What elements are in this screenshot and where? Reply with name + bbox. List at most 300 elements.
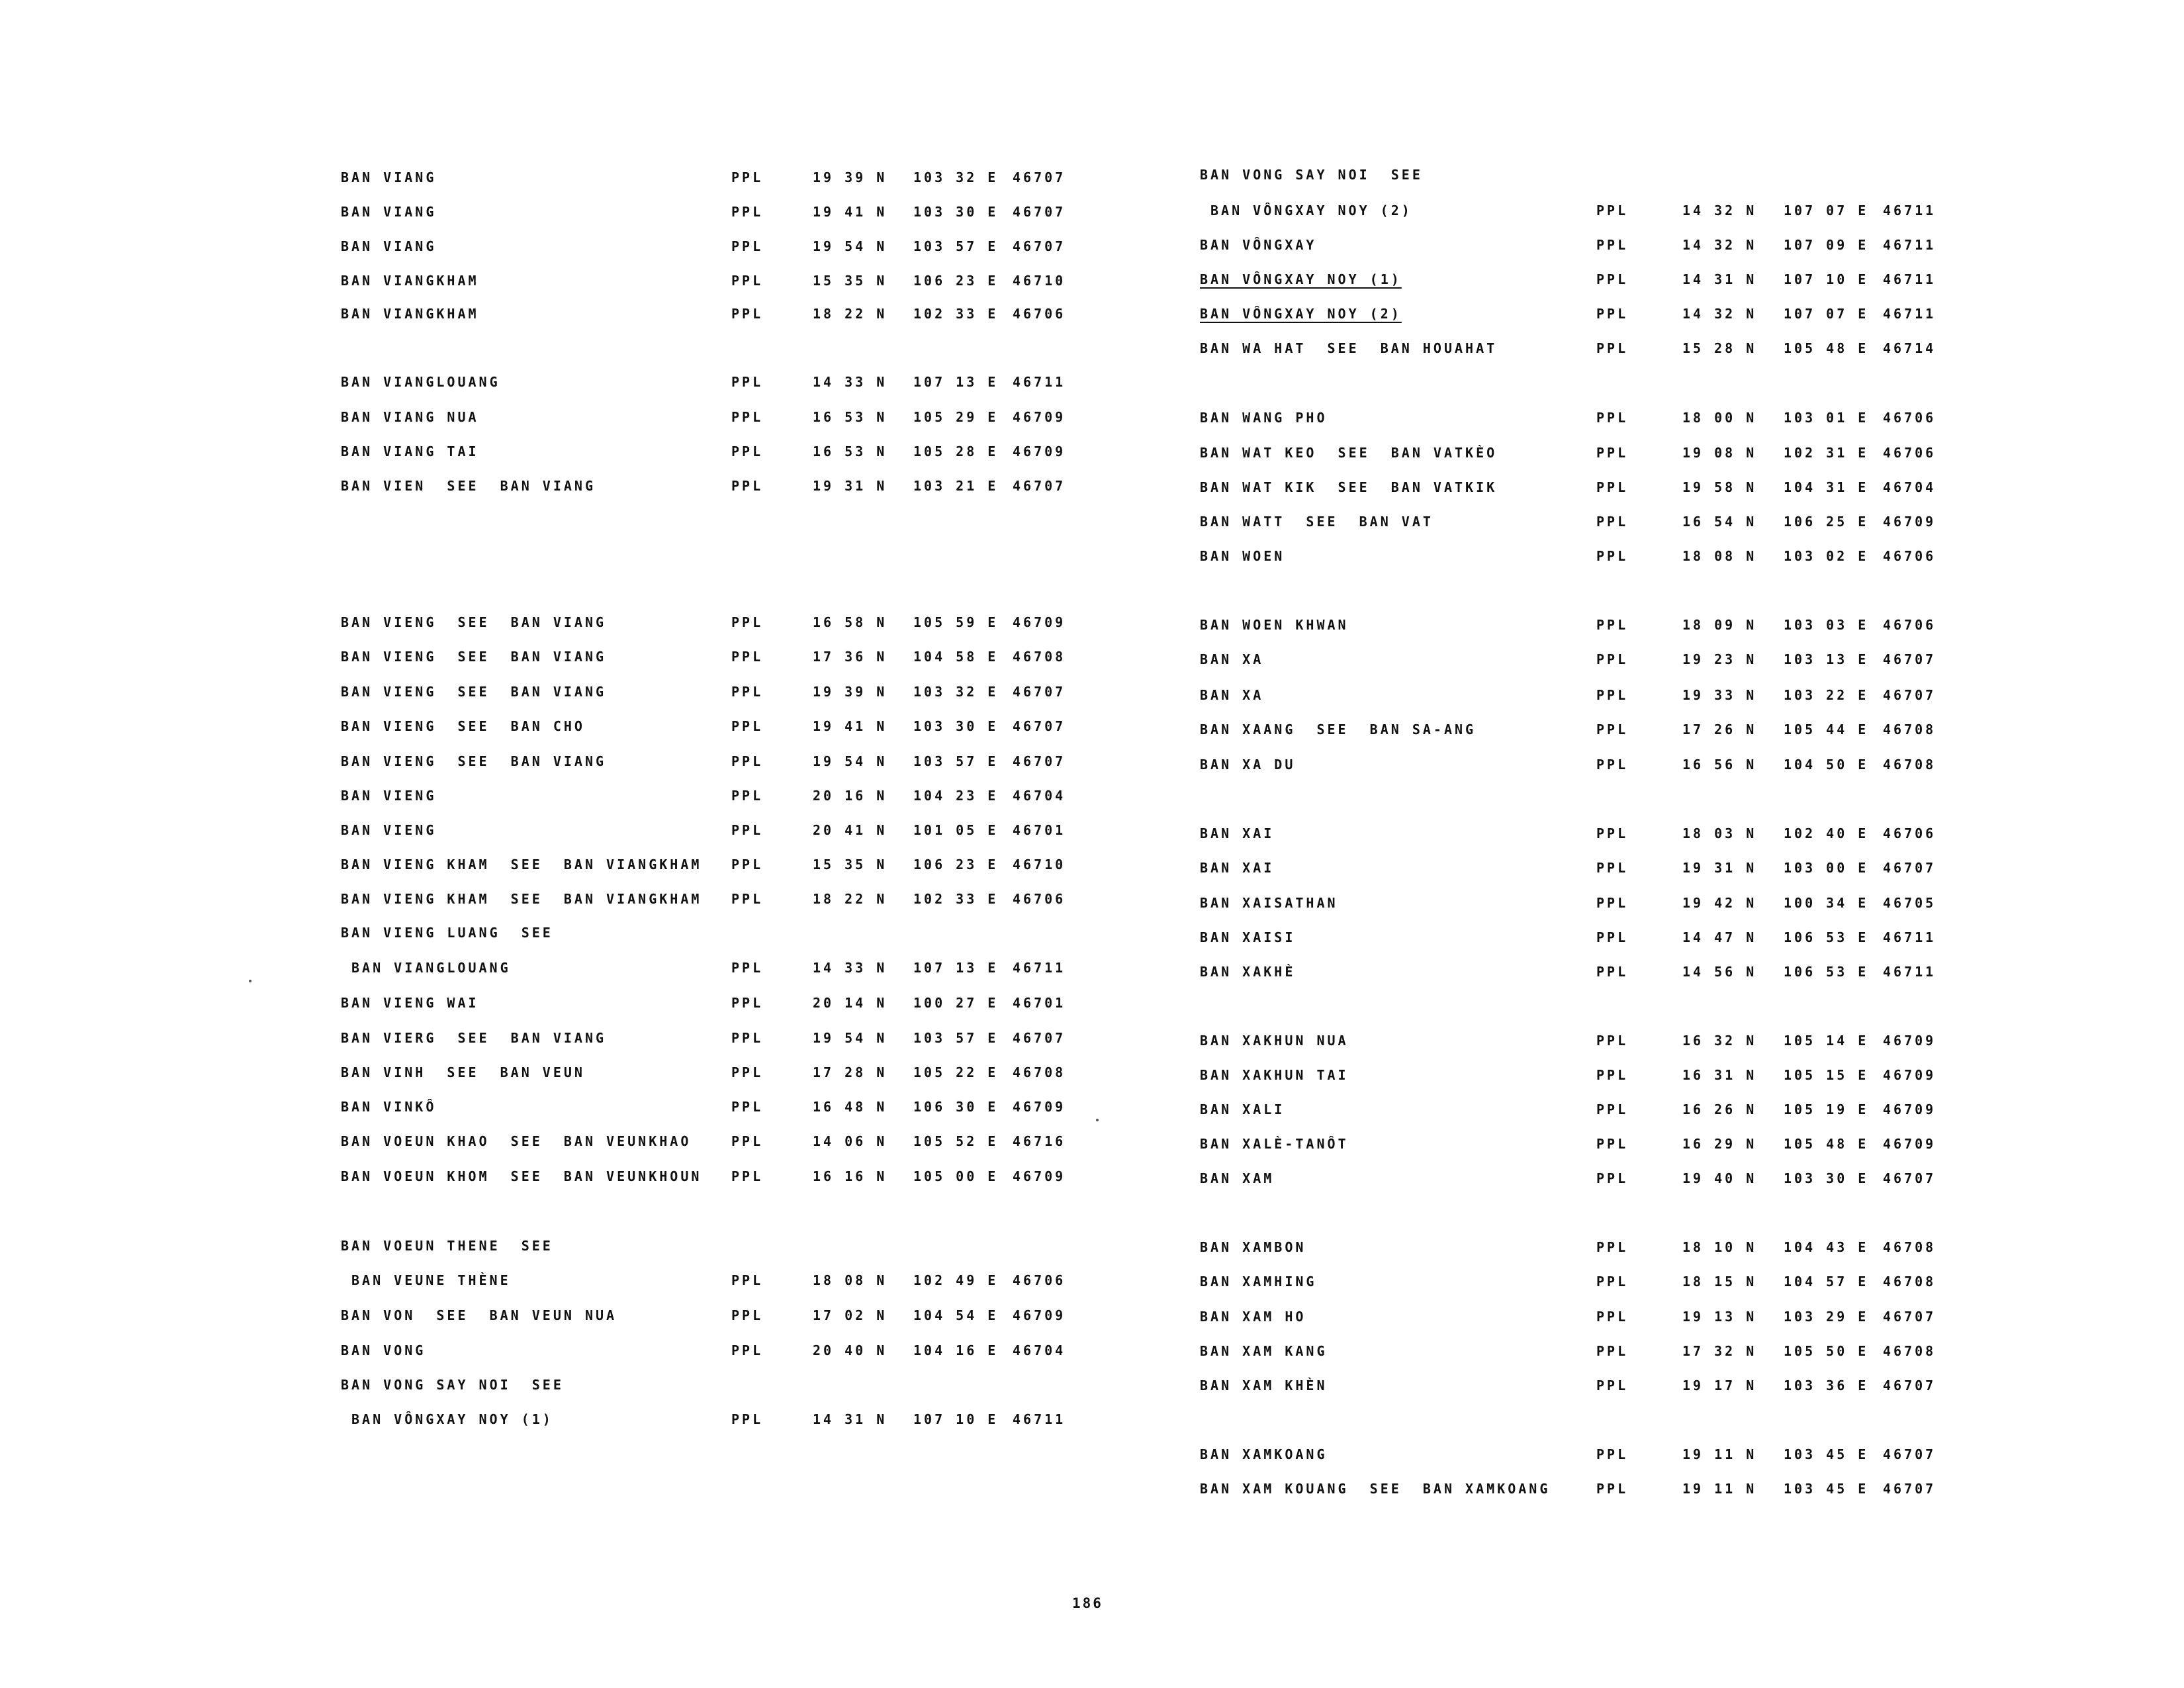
- entry-lon: 104 50 E: [1784, 757, 1869, 773]
- entry-name: BAN VIENG LUANG SEE: [341, 925, 553, 941]
- entry-code: 46709: [1013, 1099, 1066, 1115]
- entry-lon: 107 10 E: [913, 1411, 999, 1427]
- entry-name: BAN VIENG: [341, 788, 437, 804]
- entry-lat: 17 26 N: [1682, 722, 1757, 737]
- entry-lat: 20 14 N: [813, 995, 887, 1011]
- entry-code: 46714: [1883, 340, 1936, 356]
- entry-lat: 18 22 N: [813, 891, 887, 907]
- entry-lat: 17 28 N: [813, 1064, 887, 1080]
- entry-name: BAN XAISATHAN: [1200, 895, 1338, 911]
- entry-lat: 18 08 N: [813, 1272, 887, 1288]
- stray-mark: [1096, 1119, 1099, 1121]
- entry-name: BAN VIANG TAI: [341, 444, 479, 459]
- entry-lat: 14 33 N: [813, 960, 887, 976]
- entry-name: BAN WA HAT SEE BAN HOUAHAT: [1200, 340, 1498, 356]
- entry-lat: 19 31 N: [813, 478, 887, 494]
- entry-name: BAN VIANGLOUANG: [351, 960, 511, 976]
- stray-mark: [249, 980, 251, 982]
- entry-type: PPL: [731, 1168, 764, 1184]
- entry-name: BAN WAT KIK SEE BAN VATKIK: [1200, 479, 1498, 495]
- entry-code: 46709: [1013, 409, 1066, 425]
- entry-lat: 16 58 N: [813, 614, 887, 630]
- entry-name: BAN VIENG KHAM SEE BAN VIANGKHAM: [341, 891, 702, 907]
- entry-type: PPL: [731, 1411, 764, 1427]
- entry-lat: 14 31 N: [1682, 271, 1757, 287]
- entry-code: 46707: [1013, 718, 1066, 734]
- entry-name: BAN VÔNGXAY NOY (1): [1200, 271, 1402, 287]
- entry-code: 46707: [1883, 1309, 1936, 1325]
- entry-type: PPL: [731, 788, 764, 804]
- entry-type: PPL: [731, 306, 764, 322]
- entry-type: PPL: [731, 649, 764, 665]
- entry-code: 46707: [1883, 860, 1936, 876]
- entry-name: BAN WATT SEE BAN VAT: [1200, 514, 1433, 530]
- entry-lat: 14 32 N: [1682, 237, 1757, 253]
- entry-name: BAN XAKHUN NUA: [1200, 1033, 1349, 1049]
- entry-lon: 105 15 E: [1784, 1067, 1869, 1083]
- entry-lat: 19 23 N: [1682, 651, 1757, 667]
- entry-code: 46709: [1883, 1102, 1936, 1117]
- entry-lon: 107 13 E: [913, 960, 999, 976]
- entry-type: PPL: [1596, 271, 1629, 287]
- entry-code: 46707: [1013, 169, 1066, 185]
- entry-type: PPL: [731, 960, 764, 976]
- entry-lon: 105 22 E: [913, 1064, 999, 1080]
- entry-lon: 105 14 E: [1784, 1033, 1869, 1049]
- entry-lon: 100 27 E: [913, 995, 999, 1011]
- entry-type: PPL: [1596, 306, 1629, 322]
- entry-name: BAN VIANG: [341, 238, 437, 254]
- entry-lon: 107 10 E: [1784, 271, 1869, 287]
- entry-lon: 102 31 E: [1784, 445, 1869, 461]
- entry-type: PPL: [1596, 895, 1629, 911]
- entry-name: BAN VÔNGXAY NOY (2): [1210, 203, 1412, 218]
- entry-code: 46707: [1013, 238, 1066, 254]
- entry-name: BAN XAI: [1200, 860, 1275, 876]
- entry-lat: 18 03 N: [1682, 825, 1757, 841]
- entry-name: BAN XAMHING: [1200, 1274, 1317, 1289]
- entry-name: BAN VEUNE THÈNE: [351, 1272, 511, 1288]
- entry-lat: 16 56 N: [1682, 757, 1757, 773]
- entry-name: BAN VIANG: [341, 204, 437, 220]
- entry-lat: 19 40 N: [1682, 1170, 1757, 1186]
- entry-lon: 107 07 E: [1784, 306, 1869, 322]
- entry-name: BAN VIEN SEE BAN VIANG: [341, 478, 596, 494]
- entry-lon: 105 00 E: [913, 1168, 999, 1184]
- entry-type: PPL: [1596, 410, 1629, 426]
- entry-name: BAN XAM KOUANG SEE BAN XAMKOANG: [1200, 1481, 1551, 1497]
- entry-code: 46711: [1883, 929, 1936, 945]
- entry-lat: 19 54 N: [813, 238, 887, 254]
- entry-lon: 102 49 E: [913, 1272, 999, 1288]
- entry-name: BAN VON SEE BAN VEUN NUA: [341, 1307, 617, 1323]
- entry-lat: 17 32 N: [1682, 1343, 1757, 1359]
- entry-lon: 105 28 E: [913, 444, 999, 459]
- entry-name: BAN XAKHUN TAI: [1200, 1067, 1349, 1083]
- entry-code: 46710: [1013, 273, 1066, 289]
- entry-code: 46708: [1883, 757, 1936, 773]
- entry-lon: 101 05 E: [913, 822, 999, 838]
- entry-lon: 102 33 E: [913, 891, 999, 907]
- entry-code: 46707: [1013, 1030, 1066, 1046]
- entry-lon: 103 00 E: [1784, 860, 1869, 876]
- entry-lon: 107 13 E: [913, 374, 999, 390]
- entry-lat: 18 09 N: [1682, 617, 1757, 633]
- entry-lat: 18 10 N: [1682, 1239, 1757, 1255]
- entry-lat: 19 31 N: [1682, 860, 1757, 876]
- entry-code: 46707: [1883, 1446, 1936, 1462]
- entry-lon: 103 01 E: [1784, 410, 1869, 426]
- entry-lon: 105 19 E: [1784, 1102, 1869, 1117]
- entry-lon: 106 23 E: [913, 857, 999, 872]
- entry-name: BAN VIERG SEE BAN VIANG: [341, 1030, 607, 1046]
- entry-lon: 103 29 E: [1784, 1309, 1869, 1325]
- entry-lat: 16 53 N: [813, 444, 887, 459]
- entry-code: 46705: [1883, 895, 1936, 911]
- entry-lon: 104 31 E: [1784, 479, 1869, 495]
- entry-name: BAN VOEUN KHAO SEE BAN VEUNKHAO: [341, 1133, 692, 1149]
- entry-name: BAN XAM KHÈN: [1200, 1378, 1328, 1393]
- entry-lon: 103 32 E: [913, 169, 999, 185]
- entry-lat: 19 11 N: [1682, 1446, 1757, 1462]
- entry-type: PPL: [731, 718, 764, 734]
- entry-type: PPL: [731, 1099, 764, 1115]
- entry-lon: 103 45 E: [1784, 1446, 1869, 1462]
- entry-lat: 14 47 N: [1682, 929, 1757, 945]
- entry-name: BAN VONG SAY NOI SEE: [341, 1377, 564, 1393]
- entry-type: PPL: [1596, 1343, 1629, 1359]
- entry-lat: 16 32 N: [1682, 1033, 1757, 1049]
- entry-type: PPL: [731, 238, 764, 254]
- entry-type: PPL: [731, 891, 764, 907]
- entry-name: BAN VÔNGXAY NOY (2): [1200, 306, 1402, 322]
- entry-code: 46708: [1013, 1064, 1066, 1080]
- entry-lon: 105 50 E: [1784, 1343, 1869, 1359]
- entry-type: PPL: [1596, 651, 1629, 667]
- entry-name: BAN VIENG: [341, 822, 437, 838]
- entry-code: 46706: [1013, 891, 1066, 907]
- entry-lon: 103 13 E: [1784, 651, 1869, 667]
- entry-lon: 105 59 E: [913, 614, 999, 630]
- entry-type: PPL: [731, 444, 764, 459]
- entry-lat: 19 39 N: [813, 169, 887, 185]
- entry-code: 46711: [1883, 964, 1936, 980]
- entry-name: BAN VIENG SEE BAN CHO: [341, 718, 585, 734]
- entry-type: PPL: [731, 204, 764, 220]
- entry-name: BAN VIENG WAI: [341, 995, 479, 1011]
- entry-type: PPL: [1596, 1309, 1629, 1325]
- entry-name: BAN VINKÔ: [341, 1099, 437, 1115]
- entry-code: 46709: [1013, 444, 1066, 459]
- entry-name: BAN XAM HO: [1200, 1309, 1306, 1325]
- entry-type: PPL: [731, 684, 764, 700]
- entry-lon: 103 02 E: [1784, 548, 1869, 564]
- entry-lon: 100 34 E: [1784, 895, 1869, 911]
- entry-lat: 14 31 N: [813, 1411, 887, 1427]
- entry-code: 46706: [1883, 548, 1936, 564]
- entry-type: PPL: [731, 753, 764, 769]
- entry-lon: 107 07 E: [1784, 203, 1869, 218]
- entry-lon: 106 25 E: [1784, 514, 1869, 530]
- entry-code: 46707: [1883, 1170, 1936, 1186]
- entry-lat: 14 32 N: [1682, 306, 1757, 322]
- entry-type: PPL: [1596, 1239, 1629, 1255]
- entry-code: 46706: [1883, 410, 1936, 426]
- entry-lat: 19 33 N: [1682, 687, 1757, 703]
- entry-type: PPL: [1596, 722, 1629, 737]
- entry-code: 46711: [1883, 237, 1936, 253]
- entry-lat: 15 35 N: [813, 273, 887, 289]
- entry-name: BAN XAM: [1200, 1170, 1275, 1186]
- entry-lat: 16 53 N: [813, 409, 887, 425]
- entry-code: 46706: [1883, 617, 1936, 633]
- entry-name: BAN XA: [1200, 651, 1264, 667]
- entry-code: 46701: [1013, 822, 1066, 838]
- entry-code: 46707: [1013, 684, 1066, 700]
- entry-lat: 15 35 N: [813, 857, 887, 872]
- entry-type: PPL: [731, 1064, 764, 1080]
- entry-code: 46709: [1883, 1136, 1936, 1152]
- entry-lon: 104 23 E: [913, 788, 999, 804]
- entry-lat: 18 15 N: [1682, 1274, 1757, 1289]
- entry-lon: 106 53 E: [1784, 929, 1869, 945]
- entry-lat: 19 17 N: [1682, 1378, 1757, 1393]
- entry-name: BAN XAI: [1200, 825, 1275, 841]
- entry-lon: 103 22 E: [1784, 687, 1869, 703]
- entry-code: 46707: [1013, 753, 1066, 769]
- entry-code: 46706: [1883, 825, 1936, 841]
- entry-type: PPL: [731, 1133, 764, 1149]
- entry-type: PPL: [1596, 1136, 1629, 1152]
- entry-lon: 103 21 E: [913, 478, 999, 494]
- entry-type: PPL: [1596, 1446, 1629, 1462]
- entry-type: PPL: [731, 614, 764, 630]
- entry-type: PPL: [1596, 1033, 1629, 1049]
- entry-name: BAN VÔNGXAY: [1200, 237, 1317, 253]
- entry-name: BAN VIENG SEE BAN VIANG: [341, 614, 607, 630]
- entry-code: 46704: [1013, 788, 1066, 804]
- entry-lon: 103 30 E: [913, 718, 999, 734]
- entry-lat: 16 29 N: [1682, 1136, 1757, 1152]
- entry-lat: 17 02 N: [813, 1307, 887, 1323]
- entry-lon: 103 03 E: [1784, 617, 1869, 633]
- entry-code: 46707: [1883, 651, 1936, 667]
- entry-lat: 14 33 N: [813, 374, 887, 390]
- entry-name: BAN XALÈ-TANÔT: [1200, 1136, 1349, 1152]
- entry-type: PPL: [1596, 479, 1629, 495]
- entry-lat: 20 41 N: [813, 822, 887, 838]
- entry-lon: 107 09 E: [1784, 237, 1869, 253]
- entry-type: PPL: [1596, 687, 1629, 703]
- entry-code: 46709: [1013, 1307, 1066, 1323]
- entry-lat: 19 11 N: [1682, 1481, 1757, 1497]
- entry-type: PPL: [731, 1307, 764, 1323]
- entry-lon: 102 33 E: [913, 306, 999, 322]
- entry-lat: 20 40 N: [813, 1342, 887, 1358]
- entry-type: PPL: [731, 374, 764, 390]
- entry-type: PPL: [731, 1342, 764, 1358]
- entry-name: BAN VIANGKHAM: [341, 273, 479, 289]
- entry-code: 46711: [1883, 203, 1936, 218]
- entry-lat: 16 16 N: [813, 1168, 887, 1184]
- entry-code: 46704: [1883, 479, 1936, 495]
- entry-code: 46710: [1013, 857, 1066, 872]
- entry-type: PPL: [1596, 1481, 1629, 1497]
- entry-type: PPL: [731, 409, 764, 425]
- entry-code: 46709: [1013, 1168, 1066, 1184]
- entry-lon: 103 30 E: [1784, 1170, 1869, 1186]
- entry-lon: 104 16 E: [913, 1342, 999, 1358]
- entry-name: BAN WAT KEO SEE BAN VATKÈO: [1200, 445, 1498, 461]
- entry-lon: 103 32 E: [913, 684, 999, 700]
- entry-code: 46707: [1013, 204, 1066, 220]
- entry-name: BAN XA DU: [1200, 757, 1296, 773]
- entry-type: PPL: [1596, 757, 1629, 773]
- right-column: [1059, 0, 2184, 1622]
- entry-name: BAN WOEN: [1200, 548, 1285, 564]
- entry-code: 46711: [1013, 960, 1066, 976]
- entry-lat: 17 36 N: [813, 649, 887, 665]
- entry-name: BAN XAM KANG: [1200, 1343, 1328, 1359]
- entry-lat: 16 31 N: [1682, 1067, 1757, 1083]
- entry-code: 46709: [1013, 614, 1066, 630]
- entry-code: 46704: [1013, 1342, 1066, 1358]
- entry-name: BAN VÔNGXAY NOY (1): [351, 1411, 553, 1427]
- entry-type: PPL: [1596, 825, 1629, 841]
- entry-lon: 104 57 E: [1784, 1274, 1869, 1289]
- entry-lon: 104 58 E: [913, 649, 999, 665]
- entry-code: 46708: [1013, 649, 1066, 665]
- entry-type: PPL: [1596, 1274, 1629, 1289]
- entry-name: BAN VOEUN THENE SEE: [341, 1238, 553, 1254]
- entry-lat: 19 42 N: [1682, 895, 1757, 911]
- entry-name: BAN VIANG: [341, 169, 437, 185]
- entry-type: PPL: [1596, 860, 1629, 876]
- entry-code: 46708: [1883, 1239, 1936, 1255]
- entry-name: BAN XAMKOANG: [1200, 1446, 1328, 1462]
- entry-lon: 103 57 E: [913, 238, 999, 254]
- entry-lon: 105 48 E: [1784, 340, 1869, 356]
- entry-code: 46716: [1013, 1133, 1066, 1149]
- entry-type: PPL: [1596, 514, 1629, 530]
- entry-lat: 16 26 N: [1682, 1102, 1757, 1117]
- entry-code: 46708: [1883, 1343, 1936, 1359]
- entry-type: PPL: [1596, 548, 1629, 564]
- entry-name: BAN XAISI: [1200, 929, 1296, 945]
- entry-name: BAN XAANG SEE BAN SA-ANG: [1200, 722, 1477, 737]
- entry-name: BAN XAMBON: [1200, 1239, 1306, 1255]
- entry-lon: 105 48 E: [1784, 1136, 1869, 1152]
- entry-type: PPL: [731, 273, 764, 289]
- entry-name: BAN VINH SEE BAN VEUN: [341, 1064, 585, 1080]
- entry-code: 46709: [1883, 514, 1936, 530]
- entry-code: 46711: [1883, 306, 1936, 322]
- entry-type: PPL: [1596, 617, 1629, 633]
- entry-name: BAN VIENG SEE BAN VIANG: [341, 649, 607, 665]
- entry-name: BAN XALI: [1200, 1102, 1285, 1117]
- entry-lat: 14 32 N: [1682, 203, 1757, 218]
- entry-type: PPL: [731, 822, 764, 838]
- entry-code: 46706: [1883, 445, 1936, 461]
- entry-lat: 19 08 N: [1682, 445, 1757, 461]
- entry-code: 46706: [1013, 306, 1066, 322]
- entry-type: PPL: [731, 169, 764, 185]
- entry-type: PPL: [1596, 1378, 1629, 1393]
- entry-type: PPL: [731, 1030, 764, 1046]
- entry-code: 46707: [1013, 478, 1066, 494]
- entry-lon: 103 30 E: [913, 204, 999, 220]
- entry-name: BAN VONG SAY NOI SEE: [1200, 167, 1423, 183]
- entry-lat: 19 54 N: [813, 753, 887, 769]
- entry-lat: 14 06 N: [813, 1133, 887, 1149]
- entry-lon: 104 43 E: [1784, 1239, 1869, 1255]
- entry-lat: 16 48 N: [813, 1099, 887, 1115]
- entry-type: PPL: [731, 478, 764, 494]
- entry-type: PPL: [1596, 237, 1629, 253]
- entry-code: 46708: [1883, 722, 1936, 737]
- entry-name: BAN WANG PHO: [1200, 410, 1328, 426]
- entry-type: PPL: [731, 857, 764, 872]
- entry-code: 46701: [1013, 995, 1066, 1011]
- entry-lat: 19 41 N: [813, 718, 887, 734]
- entry-code: 46707: [1883, 1481, 1936, 1497]
- entry-name: BAN XAKHÈ: [1200, 964, 1296, 980]
- entry-type: PPL: [1596, 929, 1629, 945]
- entry-lat: 19 58 N: [1682, 479, 1757, 495]
- entry-lon: 103 57 E: [913, 753, 999, 769]
- entry-lat: 16 54 N: [1682, 514, 1757, 530]
- entry-name: BAN VIENG SEE BAN VIANG: [341, 684, 607, 700]
- entry-name: BAN VONG: [341, 1342, 426, 1358]
- entry-name: BAN WOEN KHWAN: [1200, 617, 1349, 633]
- entry-name: BAN VIANGKHAM: [341, 306, 479, 322]
- entry-lon: 105 44 E: [1784, 722, 1869, 737]
- entry-code: 46709: [1883, 1033, 1936, 1049]
- page-number: 186: [1072, 1595, 1103, 1611]
- entry-lat: 15 28 N: [1682, 340, 1757, 356]
- entry-code: 46706: [1013, 1272, 1066, 1288]
- entry-code: 46711: [1883, 271, 1936, 287]
- entry-type: PPL: [1596, 964, 1629, 980]
- entry-lon: 103 57 E: [913, 1030, 999, 1046]
- entry-lat: 14 56 N: [1682, 964, 1757, 980]
- entry-type: PPL: [1596, 203, 1629, 218]
- entry-lon: 105 52 E: [913, 1133, 999, 1149]
- entry-lat: 20 16 N: [813, 788, 887, 804]
- entry-name: BAN VOEUN KHOM SEE BAN VEUNKHOUN: [341, 1168, 702, 1184]
- entry-code: 46709: [1883, 1067, 1936, 1083]
- entry-name: BAN VIANG NUA: [341, 409, 479, 425]
- entry-name: BAN VIANGLOUANG: [341, 374, 500, 390]
- entry-type: PPL: [1596, 340, 1629, 356]
- entry-code: 46711: [1013, 374, 1066, 390]
- entry-lat: 19 54 N: [813, 1030, 887, 1046]
- entry-type: PPL: [731, 995, 764, 1011]
- entry-type: PPL: [1596, 1170, 1629, 1186]
- entry-lon: 105 29 E: [913, 409, 999, 425]
- left-column: [0, 0, 1125, 1622]
- entry-lat: 18 22 N: [813, 306, 887, 322]
- entry-lon: 106 53 E: [1784, 964, 1869, 980]
- entry-name: BAN XA: [1200, 687, 1264, 703]
- entry-code: 46708: [1883, 1274, 1936, 1289]
- entry-type: PPL: [1596, 1067, 1629, 1083]
- entry-name: BAN VIENG KHAM SEE BAN VIANGKHAM: [341, 857, 702, 872]
- entry-lon: 103 45 E: [1784, 1481, 1869, 1497]
- entry-lon: 104 54 E: [913, 1307, 999, 1323]
- entry-lon: 106 30 E: [913, 1099, 999, 1115]
- entry-lat: 19 13 N: [1682, 1309, 1757, 1325]
